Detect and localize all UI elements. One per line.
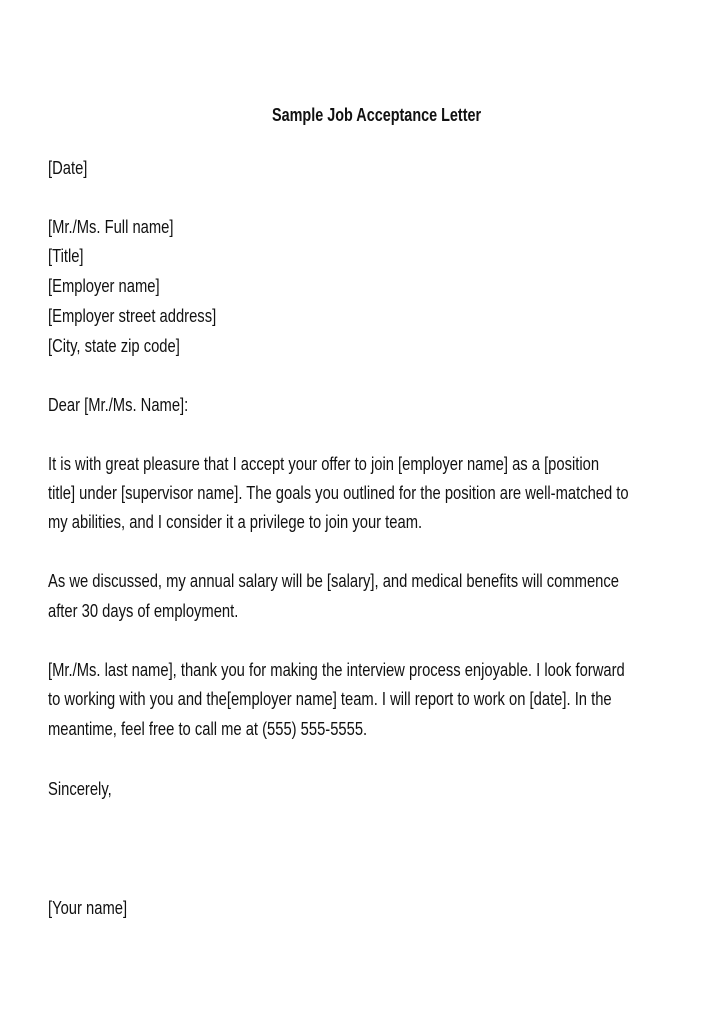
paragraph-1-line: my abilities, and I consider it a privilege to join your team. bbox=[48, 512, 423, 532]
recipient-name: [Mr./Ms. Full name] bbox=[48, 217, 174, 237]
recipient-city: [City, state zip code] bbox=[48, 336, 180, 356]
paragraph-2-line: As we discussed, my annual salary will be [salary], and medical benefits will commence bbox=[48, 571, 619, 591]
salutation: Dear [Mr./Ms. Name]: bbox=[48, 395, 189, 415]
paragraph-1-line: It is with great pleasure that I accept your offer to join [employer name] as a [position bbox=[48, 454, 600, 474]
paragraph-2-line: after 30 days of employment. bbox=[48, 601, 239, 621]
paragraph-1-line: title] under [supervisor name]. The goals you outlined for the position are well-matched to bbox=[48, 483, 629, 503]
recipient-street: [Employer street address] bbox=[48, 306, 217, 326]
paragraph-3-line: to working with you and the[employer name] team. I will report to work on [date]. In the bbox=[48, 689, 612, 709]
date-line: [Date] bbox=[48, 158, 88, 178]
paragraph-3-line: [Mr./Ms. last name], thank you for making the interview process enjoyable. I look forward bbox=[48, 660, 625, 680]
recipient-employer: [Employer name] bbox=[48, 276, 160, 296]
closing: Sincerely, bbox=[48, 779, 112, 799]
signature: [Your name] bbox=[48, 898, 128, 918]
recipient-title: [Title] bbox=[48, 246, 84, 266]
letter-title: Sample Job Acceptance Letter bbox=[272, 105, 482, 125]
paragraph-3-line: meantime, feel free to call me at (555) 555-5555. bbox=[48, 719, 368, 739]
